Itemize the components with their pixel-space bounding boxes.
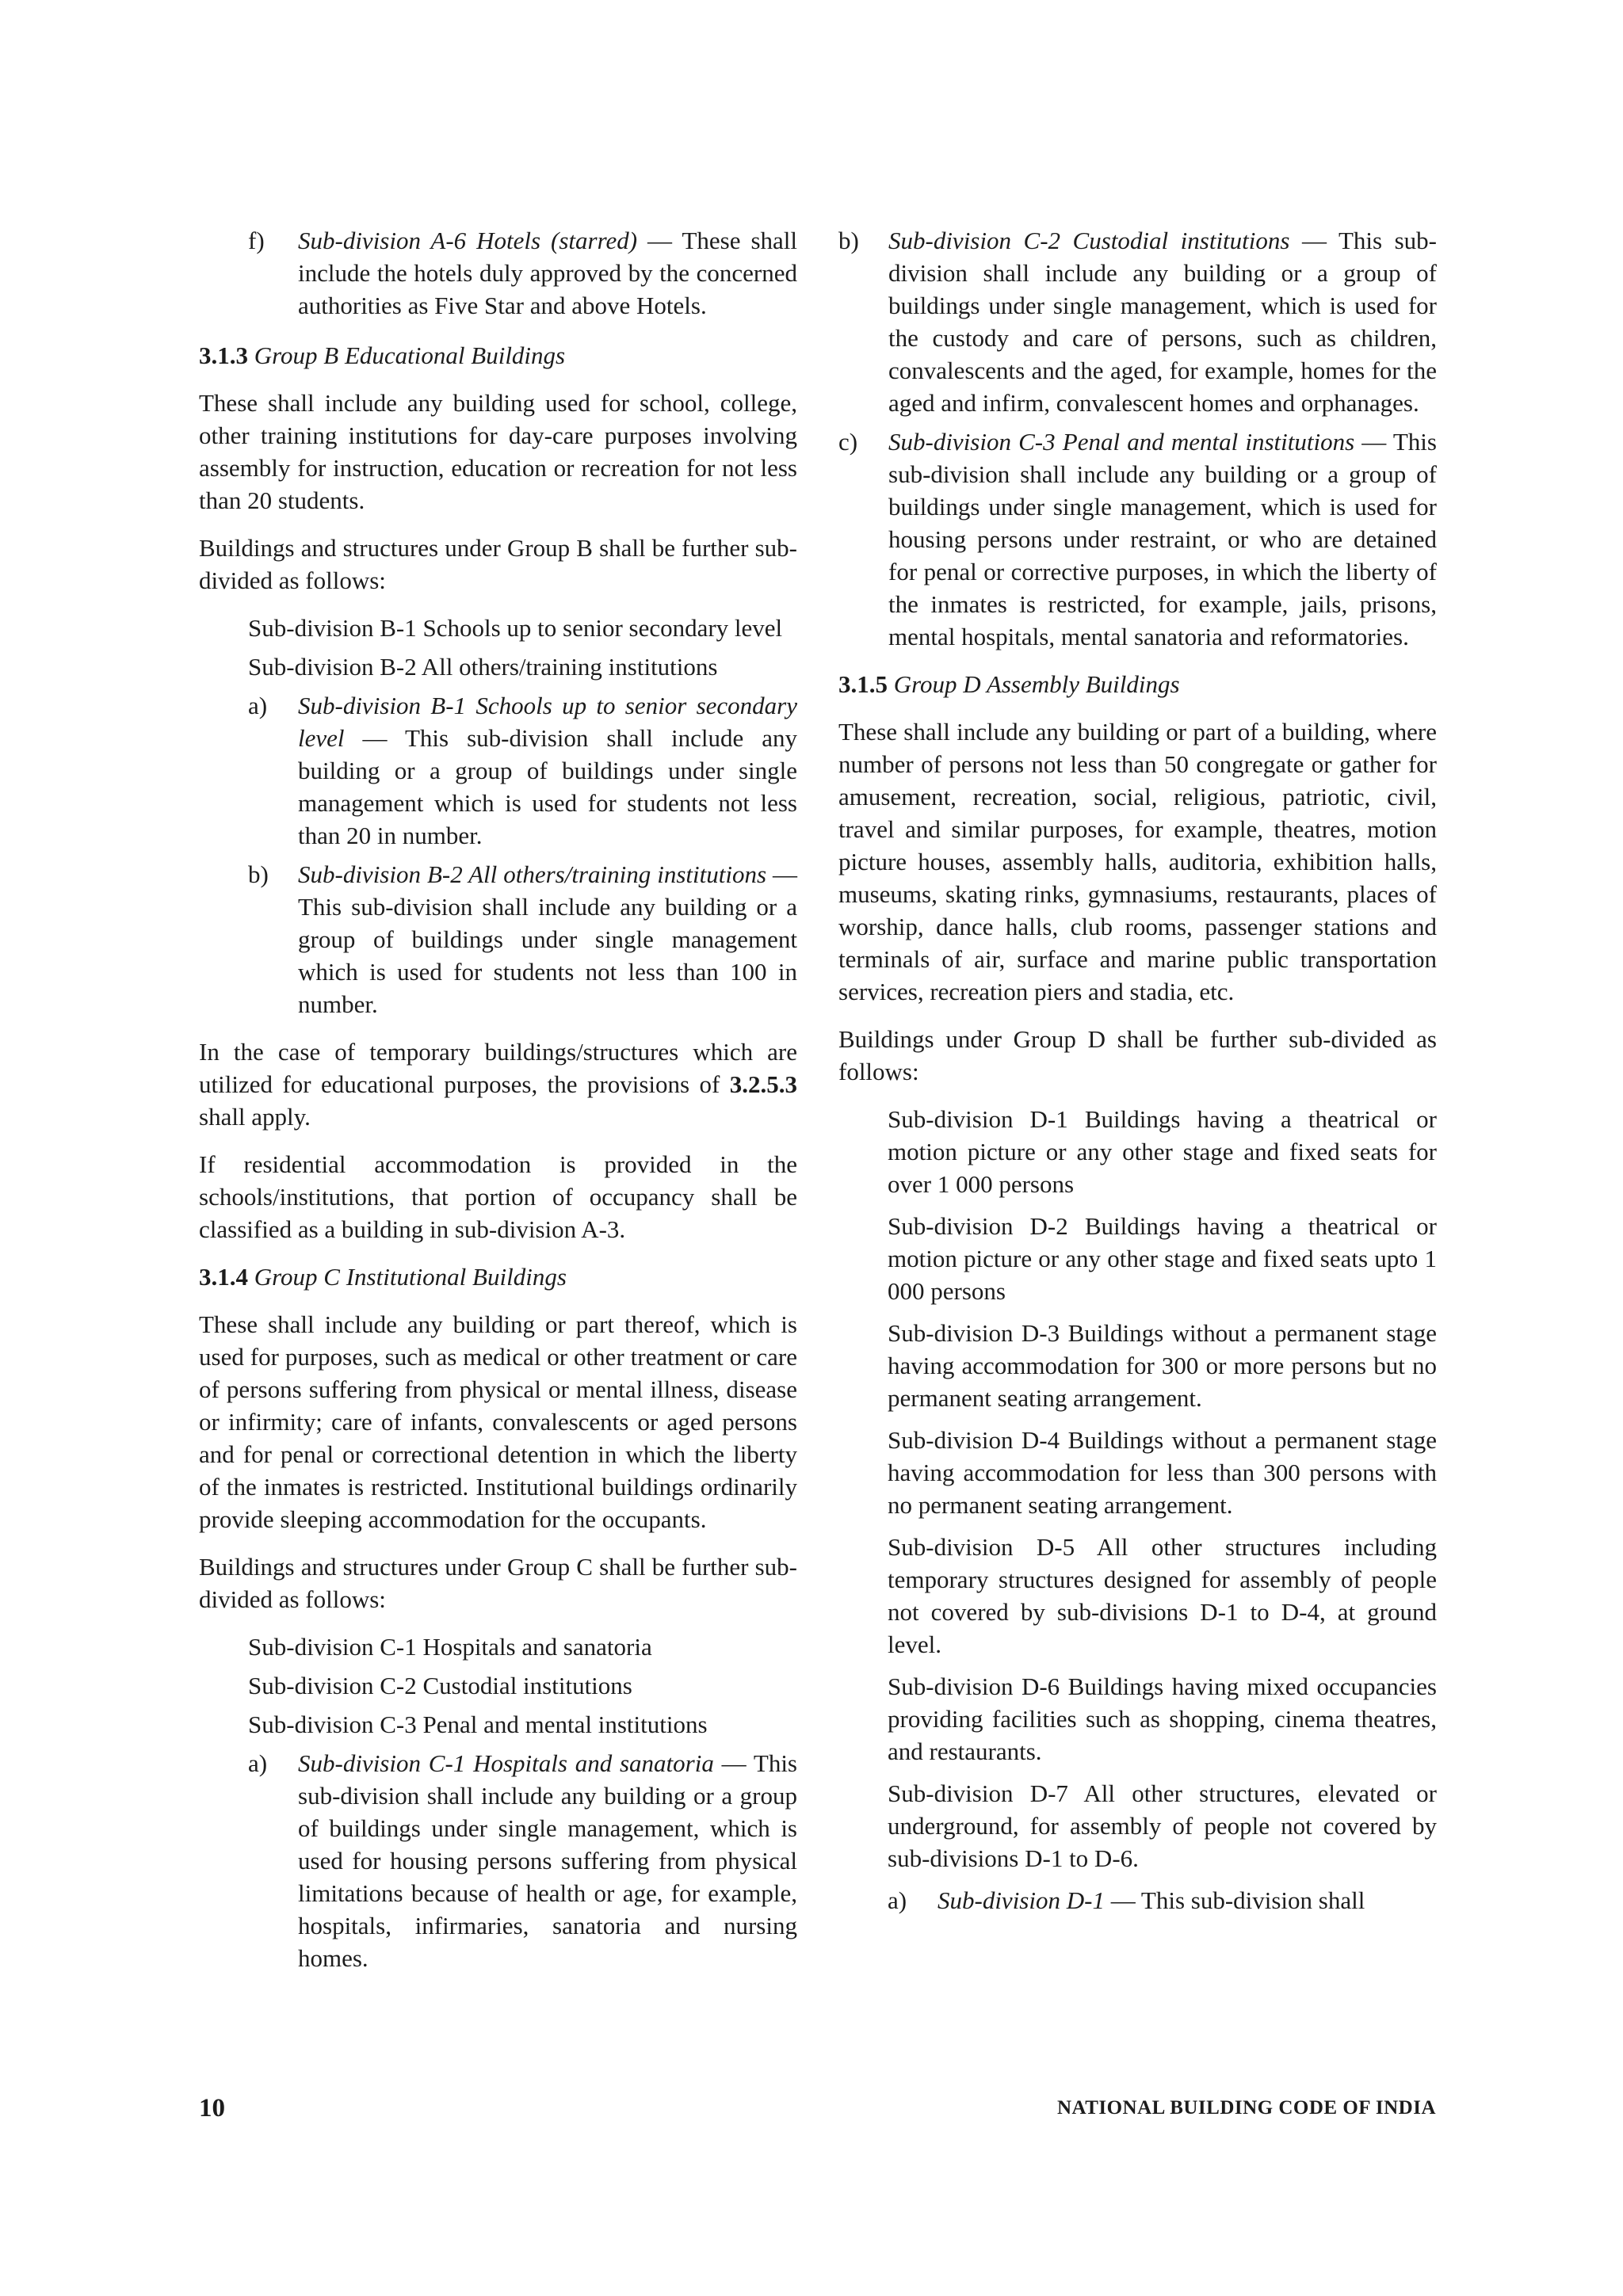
sub-division-c-2: Sub-division C-2 Custodial institutions — [248, 1672, 632, 1699]
paragraph: Buildings and structures under Group B shall be further sub-divided as follows: — [199, 534, 797, 594]
list-body — [298, 689, 797, 852]
paragraph: Buildings and structures under Group C shall be further sub-divided as follows: — [199, 1553, 797, 1613]
section-number: 3.1.4 — [199, 1263, 248, 1291]
list-title: Sub-division C-2 Custodial institutions — [888, 227, 1290, 254]
list-item-a — [199, 689, 797, 852]
list-title: Sub-division C-3 Penal and mental institutions — [888, 428, 1355, 456]
list-item-f — [199, 224, 797, 322]
paragraph — [199, 1035, 797, 1133]
list-body — [888, 224, 1437, 419]
paragraph: These shall include any building or part thereof, which is used for purposes, such as medical or other treatment or care of persons suffering from physical or mental illness, disease or infirmity; care of infants, convalescents or aged persons and for penal or correctional detention in which the liberty of the inmates is restricted. Institutional buildings ordinarily provide sleeping accommodation for the occupants. — [199, 1310, 797, 1533]
section-title: Group D Assembly Buildings — [893, 670, 1180, 698]
section-heading-3-1-5 — [838, 668, 1437, 700]
list-title: Sub-division A-6 Hotels (starred) — [298, 227, 638, 254]
page-number: 10 — [199, 2094, 225, 2122]
list-item-c — [838, 425, 1437, 653]
page-footer — [199, 2094, 1436, 2126]
section-number: 3.1.5 — [838, 670, 888, 698]
sub-division-d-2: Sub-division D-2 Buildings having a theatrical or motion picture or any other stage and fixed seats upto 1 000 persons — [888, 1212, 1437, 1305]
list-text: — This sub-division shall include any building or a group of buildings under single management which is used for students not less than 100 in number. — [298, 860, 797, 1018]
paragraph: If residential accommodation is provided in the schools/institutions, that portion of occupancy shall be classified as a building in sub-division A-3. — [199, 1150, 797, 1243]
sub-division-d-4: Sub-division D-4 Buildings without a permanent stage having accommodation for less than 300 persons with no permanent seating arrangement. — [888, 1426, 1437, 1519]
list-text: — This sub-division shall — [1104, 1886, 1365, 1914]
paragraph-text: In the case of temporary buildings/structures which are utilized for educational purposes, the provisions of — [199, 1038, 797, 1098]
section-heading-3-1-3 — [199, 339, 797, 372]
list-text: — This sub-division shall include any building or a group of buildings under single management, which is used for housing persons suffering from physical limitations because of health or age, for example, hospitals, infirmaries, sanatoria and nursing homes. — [298, 1749, 797, 1972]
paragraph: Buildings under Group D shall be further sub-divided as follows: — [838, 1025, 1437, 1085]
list-item-a — [838, 1884, 1437, 1917]
list-text: — These shall include the hotels duly approved by the concerned authorities as Five Star and above Hotels. — [298, 227, 797, 319]
sub-division-b-2: Sub-division B-2 All others/training institutions — [248, 653, 718, 681]
right-column — [838, 224, 1437, 1923]
list-label: a) — [248, 1749, 268, 1777]
list-text: — This sub-division shall include any building or a group of buildings under single management, which is used for housing persons under restraint, or who are detained for penal or corrective purposes, in which the liberty of the inmates is restricted, for example, jails, prisons, mental hospitals, mental sanatoria and reformatories. — [888, 428, 1437, 650]
sub-division-b-1: Sub-division B-1 Schools up to senior secondary level — [248, 614, 783, 642]
list-body — [938, 1884, 1437, 1917]
list-body — [298, 858, 797, 1020]
list-item-a — [199, 1747, 797, 1974]
list-title: Sub-division D-1 — [938, 1886, 1105, 1914]
left-column — [199, 224, 797, 1981]
list-label: b) — [248, 860, 269, 888]
list-title: Sub-division B-1 Schools up to senior secondary level — [298, 692, 797, 752]
paragraph-text: shall apply. — [199, 1103, 311, 1131]
paragraph: These shall include any building or part of a building, where number of persons not less than 50 congregate or gather for amusement, recreation, social, religious, patriotic, civil, travel and similar purposes, for example, theatres, motion picture houses, assembly halls, auditoria, exhibition halls, museums, skating rinks, gymnasiums, restaurants, places of worship, dance halls, club rooms, passenger stations and terminals of air, surface and marine public transportation services, recreation piers and stadia, etc. — [838, 718, 1437, 1005]
section-title: Group C Institutional Buildings — [254, 1263, 567, 1291]
list-text: — This sub-division shall include any building or a group of buildings under single management which is used for students not less than 20 in number. — [298, 724, 797, 849]
list-item-b — [838, 224, 1437, 419]
list-label: a) — [888, 1886, 907, 1914]
sub-division-c-1: Sub-division C-1 Hospitals and sanatoria — [248, 1633, 652, 1661]
clause-reference: 3.2.5.3 — [729, 1070, 797, 1098]
sub-division-d-6: Sub-division D-6 Buildings having mixed occupancies providing facilities such as shopping, cinema theatres, and restaurants. — [888, 1672, 1437, 1765]
list-title: Sub-division B-2 All others/training institutions — [298, 860, 767, 888]
list-item-b — [199, 858, 797, 1020]
sub-division-c-3: Sub-division C-3 Penal and mental institutions — [248, 1711, 708, 1738]
paragraph: These shall include any building used for school, college, other training institutions for day-care purposes involving assembly for instruction, education or recreation for not less than 20 students. — [199, 389, 797, 514]
section-number: 3.1.3 — [199, 341, 248, 369]
list-text: — This sub-division shall include any building or a group of buildings under single management, which is used for the custody and care of persons, such as children, convalescents and the aged, for example, homes for the aged and infirm, convalescent homes and orphanages. — [888, 227, 1437, 417]
list-label: f) — [248, 227, 265, 254]
sub-division-d-1: Sub-division D-1 Buildings having a theatrical or motion picture or any other stage and fixed seats for over 1 000 persons — [888, 1105, 1437, 1198]
list-title: Sub-division C-1 Hospitals and sanatoria — [298, 1749, 714, 1777]
list-label: b) — [838, 227, 859, 254]
list-body — [298, 1747, 797, 1974]
list-label: a) — [248, 692, 268, 719]
sub-division-d-7: Sub-division D-7 All other structures, elevated or underground, for assembly of people not covered by sub-divisions D-1 to D-6. — [888, 1779, 1437, 1872]
sub-division-d-3: Sub-division D-3 Buildings without a permanent stage having accommodation for 300 or more persons but no permanent seating arrangement. — [888, 1319, 1437, 1412]
list-body — [888, 425, 1437, 653]
running-title: NATIONAL BUILDING CODE OF INDIA — [1056, 2097, 1436, 2119]
section-heading-3-1-4 — [199, 1261, 797, 1293]
list-body — [298, 224, 797, 322]
list-label: c) — [838, 428, 858, 456]
sub-division-d-5: Sub-division D-5 All other structures including temporary structures designed for assembly of people not covered by sub-divisions D-1 to D-4, at ground level. — [888, 1533, 1437, 1658]
section-title: Group B Educational Buildings — [254, 341, 566, 369]
